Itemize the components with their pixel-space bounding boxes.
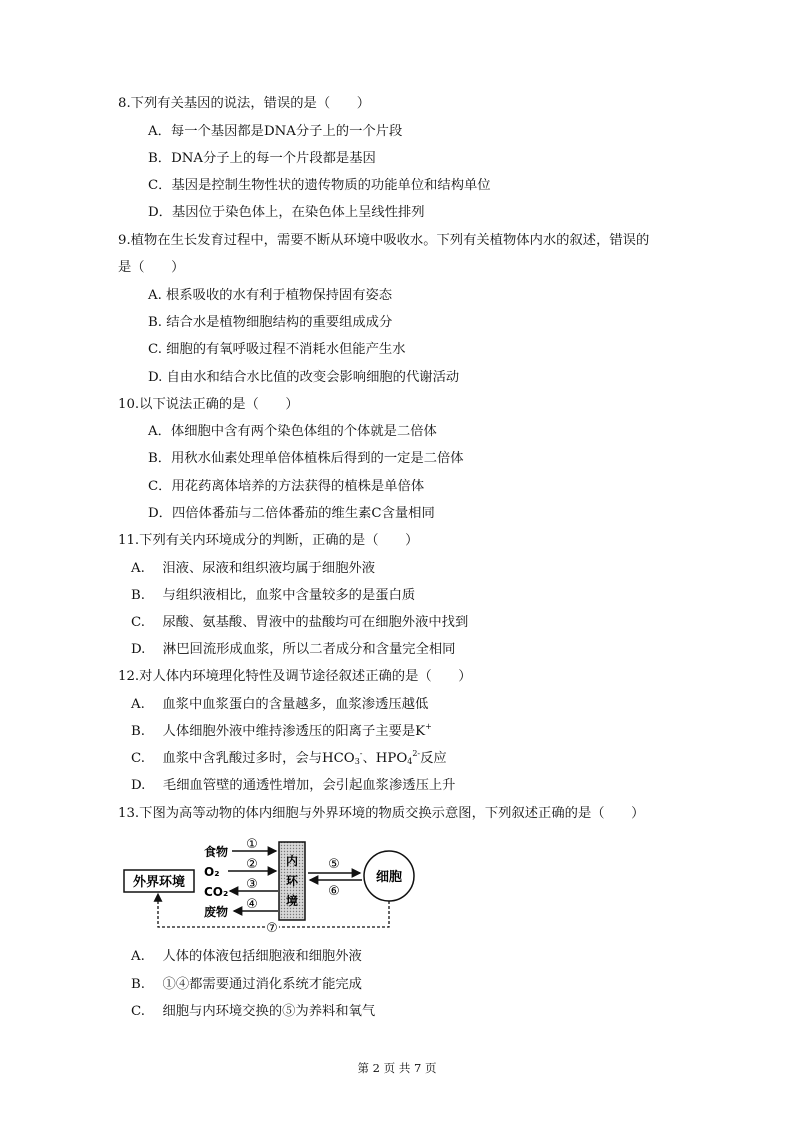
q8-stem: 8.下列有关基因的说法，错误的是（ ）	[118, 96, 371, 111]
q13-option-b: B. ①④都需要通过消化系统才能完成	[131, 977, 362, 992]
internal-label-1: 内	[285, 854, 299, 868]
q9-option-c: C. 细胞的有氧呼吸过程不消耗水但能产生水	[148, 342, 406, 357]
q12-option-d: D. 毛细血管壁的通透性增加，会引起血浆渗透压上升	[131, 778, 456, 793]
q11-option-c: C. 尿酸、氨基酸、胃液中的盐酸均可在细胞外液中找到	[131, 615, 469, 630]
q12-stem: 12.对人体内环境理化特性及调节途径叙述正确的是（ ）	[118, 669, 472, 684]
q9-stem-line1: 9.植物在生长发育过程中，需要不断从环境中吸收水。下列有关植物体内水的叙述，错误的	[118, 233, 650, 248]
q9-option-a: A. 根系吸收的水有利于植物保持固有姿态	[148, 288, 393, 303]
q10-option-a: A．体细胞中含有两个染色体组的个体就是二倍体	[148, 424, 437, 439]
q11-option-d: D. 淋巴回流形成血浆，所以二者成分和含量完全相同	[131, 642, 456, 657]
q11-option-a: A. 泪液、尿液和组织液均属于细胞外液	[131, 561, 376, 576]
q8-option-a: A．每一个基因都是DNA分子上的一个片段	[148, 124, 403, 139]
q8-option-b: B．DNA分子上的每一个片段都是基因	[148, 151, 376, 166]
num-5: ⑤	[328, 857, 340, 872]
q8-option-c: C．基因是控制生物性状的遗传物质的功能单位和结构单位	[148, 178, 491, 193]
q12-option-c: C. 血浆中含乳酸过多时，会与$HCO_3^-$、$HPO_4^{2-}$反应	[131, 749, 447, 766]
q9-option-d: D. 自由水和结合水比值的改变会影响细胞的代谢活动	[148, 370, 460, 385]
q10-option-d: D．四倍体番茄与二倍体番茄的维生素C含量相同	[148, 506, 435, 521]
waste-label: 废物	[204, 905, 229, 919]
num-1: ①	[246, 837, 258, 852]
q11-option-b: B. 与组织液相比，血浆中含量较多的是蛋白质	[131, 588, 416, 603]
q11-stem: 11.下列有关内环境成分的判断，正确的是（ ）	[118, 533, 419, 548]
q10-option-c: C．用花药离体培养的方法获得的植株是单倍体	[148, 479, 425, 494]
external-environment-label: 外界环境	[132, 875, 186, 890]
num-6: ⑥	[328, 884, 340, 899]
q13-option-c: C. 细胞与内环境交换的⑤为养料和氧气	[131, 1004, 376, 1019]
o2-label: O₂	[204, 865, 220, 879]
q9-stem-line2: 是（ ）	[118, 260, 185, 275]
num-4: ④	[246, 897, 258, 912]
q10-stem: 10.以下说法正确的是（ ）	[118, 397, 299, 412]
num-7: ⑦	[266, 921, 278, 936]
material-exchange-diagram	[118, 832, 418, 942]
internal-label-2: 环	[285, 874, 299, 888]
q9-option-b: B. 结合水是植物细胞结构的重要组成成分	[148, 315, 393, 330]
page-number-footer: 第 2 页 共 7 页	[357, 1061, 437, 1075]
co2-label: CO₂	[204, 885, 229, 899]
num-2: ②	[246, 857, 258, 872]
q13-stem: 13.下图为高等动物的体内细胞与外界环境的物质交换示意图，下列叙述正确的是（ ）	[118, 806, 645, 821]
num-3: ③	[246, 877, 258, 892]
food-label: 食物	[204, 845, 229, 859]
q12-option-b: B. 人体细胞外液中维持渗透压的阳离子主要是K+	[131, 722, 432, 739]
q8-option-d: D．基因位于染色体上，在染色体上呈线性排列	[148, 205, 425, 220]
q13-option-a: A. 人体的体液包括细胞液和细胞外液	[131, 949, 362, 964]
cell-label: 细胞	[375, 870, 403, 885]
internal-label-3: 境	[285, 894, 299, 908]
q10-option-b: B．用秋水仙素处理单倍体植株后得到的一定是二倍体	[148, 451, 464, 466]
q12-option-a: A. 血浆中血浆蛋白的含量越多，血浆渗透压越低	[131, 697, 429, 712]
